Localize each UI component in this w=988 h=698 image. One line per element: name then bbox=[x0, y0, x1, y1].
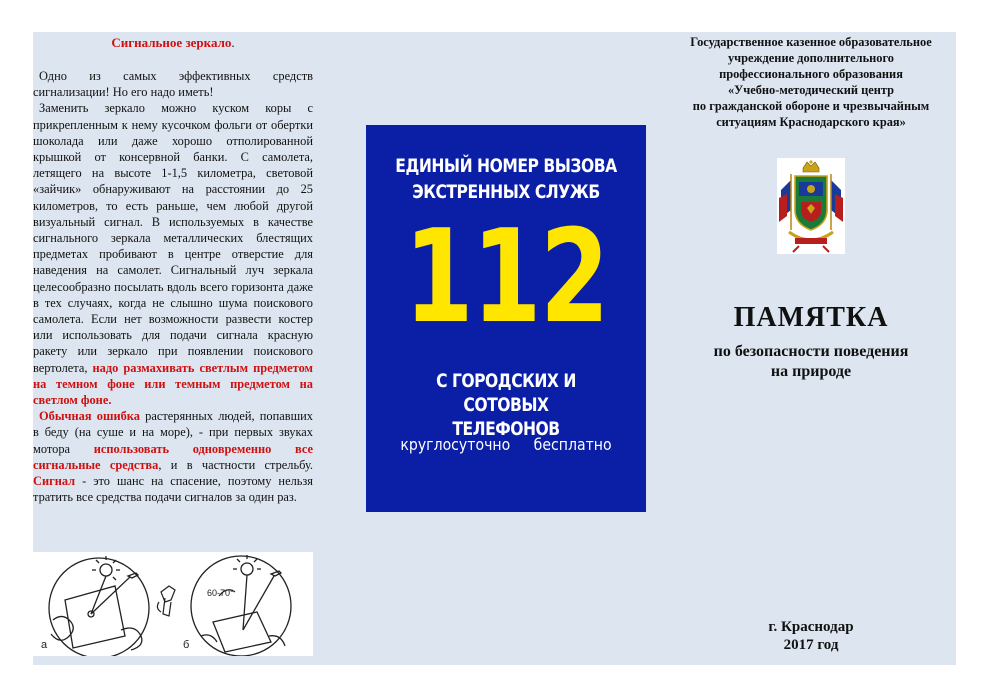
paragraph-common-mistake bbox=[33, 408, 313, 505]
mirror-plate bbox=[213, 612, 271, 652]
highlight-text: надо размахивать светлым предметом на темном фоне или темным предметом на светлом фоне. bbox=[33, 360, 313, 408]
org-line: по гражданской обороне и чрезвычайным bbox=[692, 99, 930, 113]
highlight-text: использовать одновременно все сигнальные средства bbox=[33, 441, 313, 472]
figure-label-a: а bbox=[41, 639, 48, 651]
paragraph-mirror-replacement bbox=[33, 100, 313, 408]
poster-headline bbox=[391, 153, 621, 205]
poster-subline bbox=[391, 369, 621, 441]
subtitle-line2: на природе bbox=[770, 363, 852, 380]
org-line: профессионального образования bbox=[719, 67, 903, 81]
around-the-clock-label: круглосуточно bbox=[400, 435, 511, 454]
year-label: 2017 год bbox=[783, 637, 839, 653]
signal-mirror-heading bbox=[33, 35, 313, 51]
paragraph-text: , и в частности стрельбу. bbox=[158, 457, 314, 472]
airplane-icon bbox=[271, 571, 281, 576]
city-label: г. Краснодар bbox=[768, 619, 854, 635]
mirror-drawing bbox=[33, 552, 313, 656]
emergency-number-poster bbox=[366, 125, 646, 512]
heading-text: Сигнальное зеркало bbox=[111, 35, 232, 50]
org-line: «Учебно-методический центр bbox=[727, 83, 895, 97]
paragraph-text: Заменить зеркало можно куском коры с прикрепленным к нему кусочком фольги от обертки шоколада или даже хорошо отполированной крышкой от консервной банки. С самолета, летящего на высоте 1-1,5 километра, световой «зайчик» обнаруживают на расстоянии до 25 километров, то есть раньше, чем любой другой визуальный сигнал. В используемых в качестве сигнального зеркала металлических блестящих предметах пробивают в центре отверстие для наведения на самолет. Сигнальный луч зеркала целесообразно посылать вдоль всего горизонта даже в тех случаях, когда не слышно шума поискового самолета. Если нет возможности развести костер или использовать для подачи сигнала красную ракету или зеркало при появлении поискового вертолета, bbox=[33, 101, 313, 375]
org-line: Государственное казенное образовательное bbox=[690, 35, 932, 49]
free-of-charge-label: бесплатно bbox=[533, 435, 612, 454]
document-subtitle bbox=[666, 342, 956, 382]
publication-place-date bbox=[666, 618, 956, 654]
emergency-number: 112 bbox=[404, 203, 608, 352]
figure-a bbox=[49, 556, 149, 656]
signal-mirror-illustration bbox=[33, 552, 313, 656]
heading-dot: . bbox=[231, 35, 235, 50]
krasnodar-coat-of-arms-icon bbox=[777, 158, 845, 254]
highlight-text: Сигнал bbox=[33, 474, 76, 489]
left-column bbox=[33, 32, 313, 665]
subtitle-line1: по безопасности поведения bbox=[713, 343, 909, 360]
paragraph-intro: Одно из самых эффективных средств сигнализации! Но его надо иметь! bbox=[33, 69, 313, 100]
mirror-plate bbox=[65, 586, 125, 648]
poster-headline-line1: ЕДИНЫЙ НОМЕР ВЫЗОВА bbox=[395, 155, 617, 177]
document-title: ПАМЯТКА bbox=[733, 302, 889, 333]
poster-headline-line2: ЭКСТРЕННЫХ СЛУЖБ bbox=[412, 181, 600, 203]
sun-icon bbox=[241, 563, 253, 575]
sun-icon bbox=[100, 564, 112, 576]
signal-mirror-text bbox=[33, 68, 313, 505]
angle-label: 60-70° bbox=[207, 588, 234, 598]
paragraph-text: растерянных людей, попавших в беду (на суше и на море), - при первых звуках мотора bbox=[33, 409, 313, 456]
paragraph-text: - это шанс на спасение, поэтому нельзя тратить все средства подачи сигналов за один раз. bbox=[33, 474, 313, 505]
poster-footer bbox=[400, 435, 611, 454]
organization-name bbox=[666, 34, 956, 130]
hand-icon bbox=[157, 586, 175, 616]
figure-label-b: б bbox=[183, 639, 190, 651]
figure-b bbox=[191, 555, 291, 656]
poster-subline-line2: ТЕЛЕФОНОВ bbox=[452, 418, 560, 440]
poster-subline-line1: С ГОРОДСКИХ И СОТОВЫХ bbox=[436, 370, 576, 416]
right-column bbox=[666, 32, 956, 665]
brochure-page bbox=[33, 32, 956, 665]
org-line: ситуациям Краснодарского края» bbox=[716, 115, 906, 129]
org-line: учреждение дополнительного bbox=[727, 51, 894, 65]
highlight-text: Обычная ошибка bbox=[39, 409, 140, 424]
